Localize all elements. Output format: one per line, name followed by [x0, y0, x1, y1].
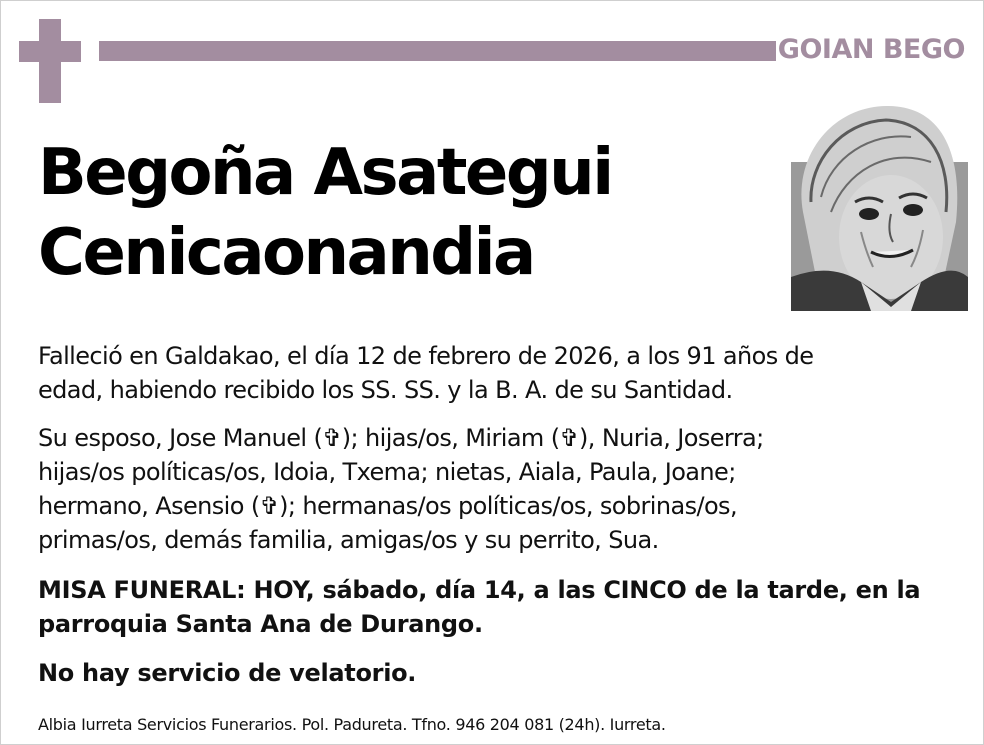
portrait-icon	[791, 102, 968, 311]
funeral-home-footer: Albia Iurreta Servicios Funerarios. Pol. Padureta. Tfno. 946 204 081 (24h). Iurreta.	[38, 715, 666, 734]
paragraph-line: parroquia Santa Ana de Durango.	[38, 610, 483, 638]
paragraph-death-notice	[38, 339, 953, 407]
paragraph-funeral-mass	[38, 573, 953, 641]
brand-label: GOIAN BEGO	[777, 34, 965, 65]
paragraph-line: hijas/os políticas/os, Idoia, Txema; nietas, Aiala, Paula, Joane;	[38, 458, 736, 486]
paragraph-no-wake	[38, 656, 953, 690]
deceased-name-line1: Begoña Asategui	[38, 136, 612, 210]
paragraph-family	[38, 421, 953, 557]
paragraph-line: MISA FUNERAL: HOY, sábado, día 14, a las CINCO de la tarde, en la	[38, 576, 921, 604]
deceased-name-line2: Cenicaonandia	[38, 216, 534, 290]
paragraph-line: No hay servicio de velatorio.	[38, 659, 417, 687]
header-rule	[99, 41, 776, 61]
paragraph-line: primas/os, demás familia, amigas/os y su perrito, Sua.	[38, 526, 659, 554]
paragraph-line: Su esposo, Jose Manuel (✞); hijas/os, Miriam (✞), Nuria, Joserra;	[38, 424, 764, 452]
deceased-name	[38, 133, 612, 293]
portrait-photo	[791, 102, 968, 311]
paragraph-line: hermano, Asensio (✞); hermanas/os políticas/os, sobrinas/os,	[38, 492, 737, 520]
paragraph-line: Falleció en Galdakao, el día 12 de febrero de 2026, a los 91 años de	[38, 342, 814, 370]
paragraph-line: edad, habiendo recibido los SS. SS. y la B. A. de su Santidad.	[38, 376, 733, 404]
cross-icon-horizontal-bar	[19, 41, 81, 62]
